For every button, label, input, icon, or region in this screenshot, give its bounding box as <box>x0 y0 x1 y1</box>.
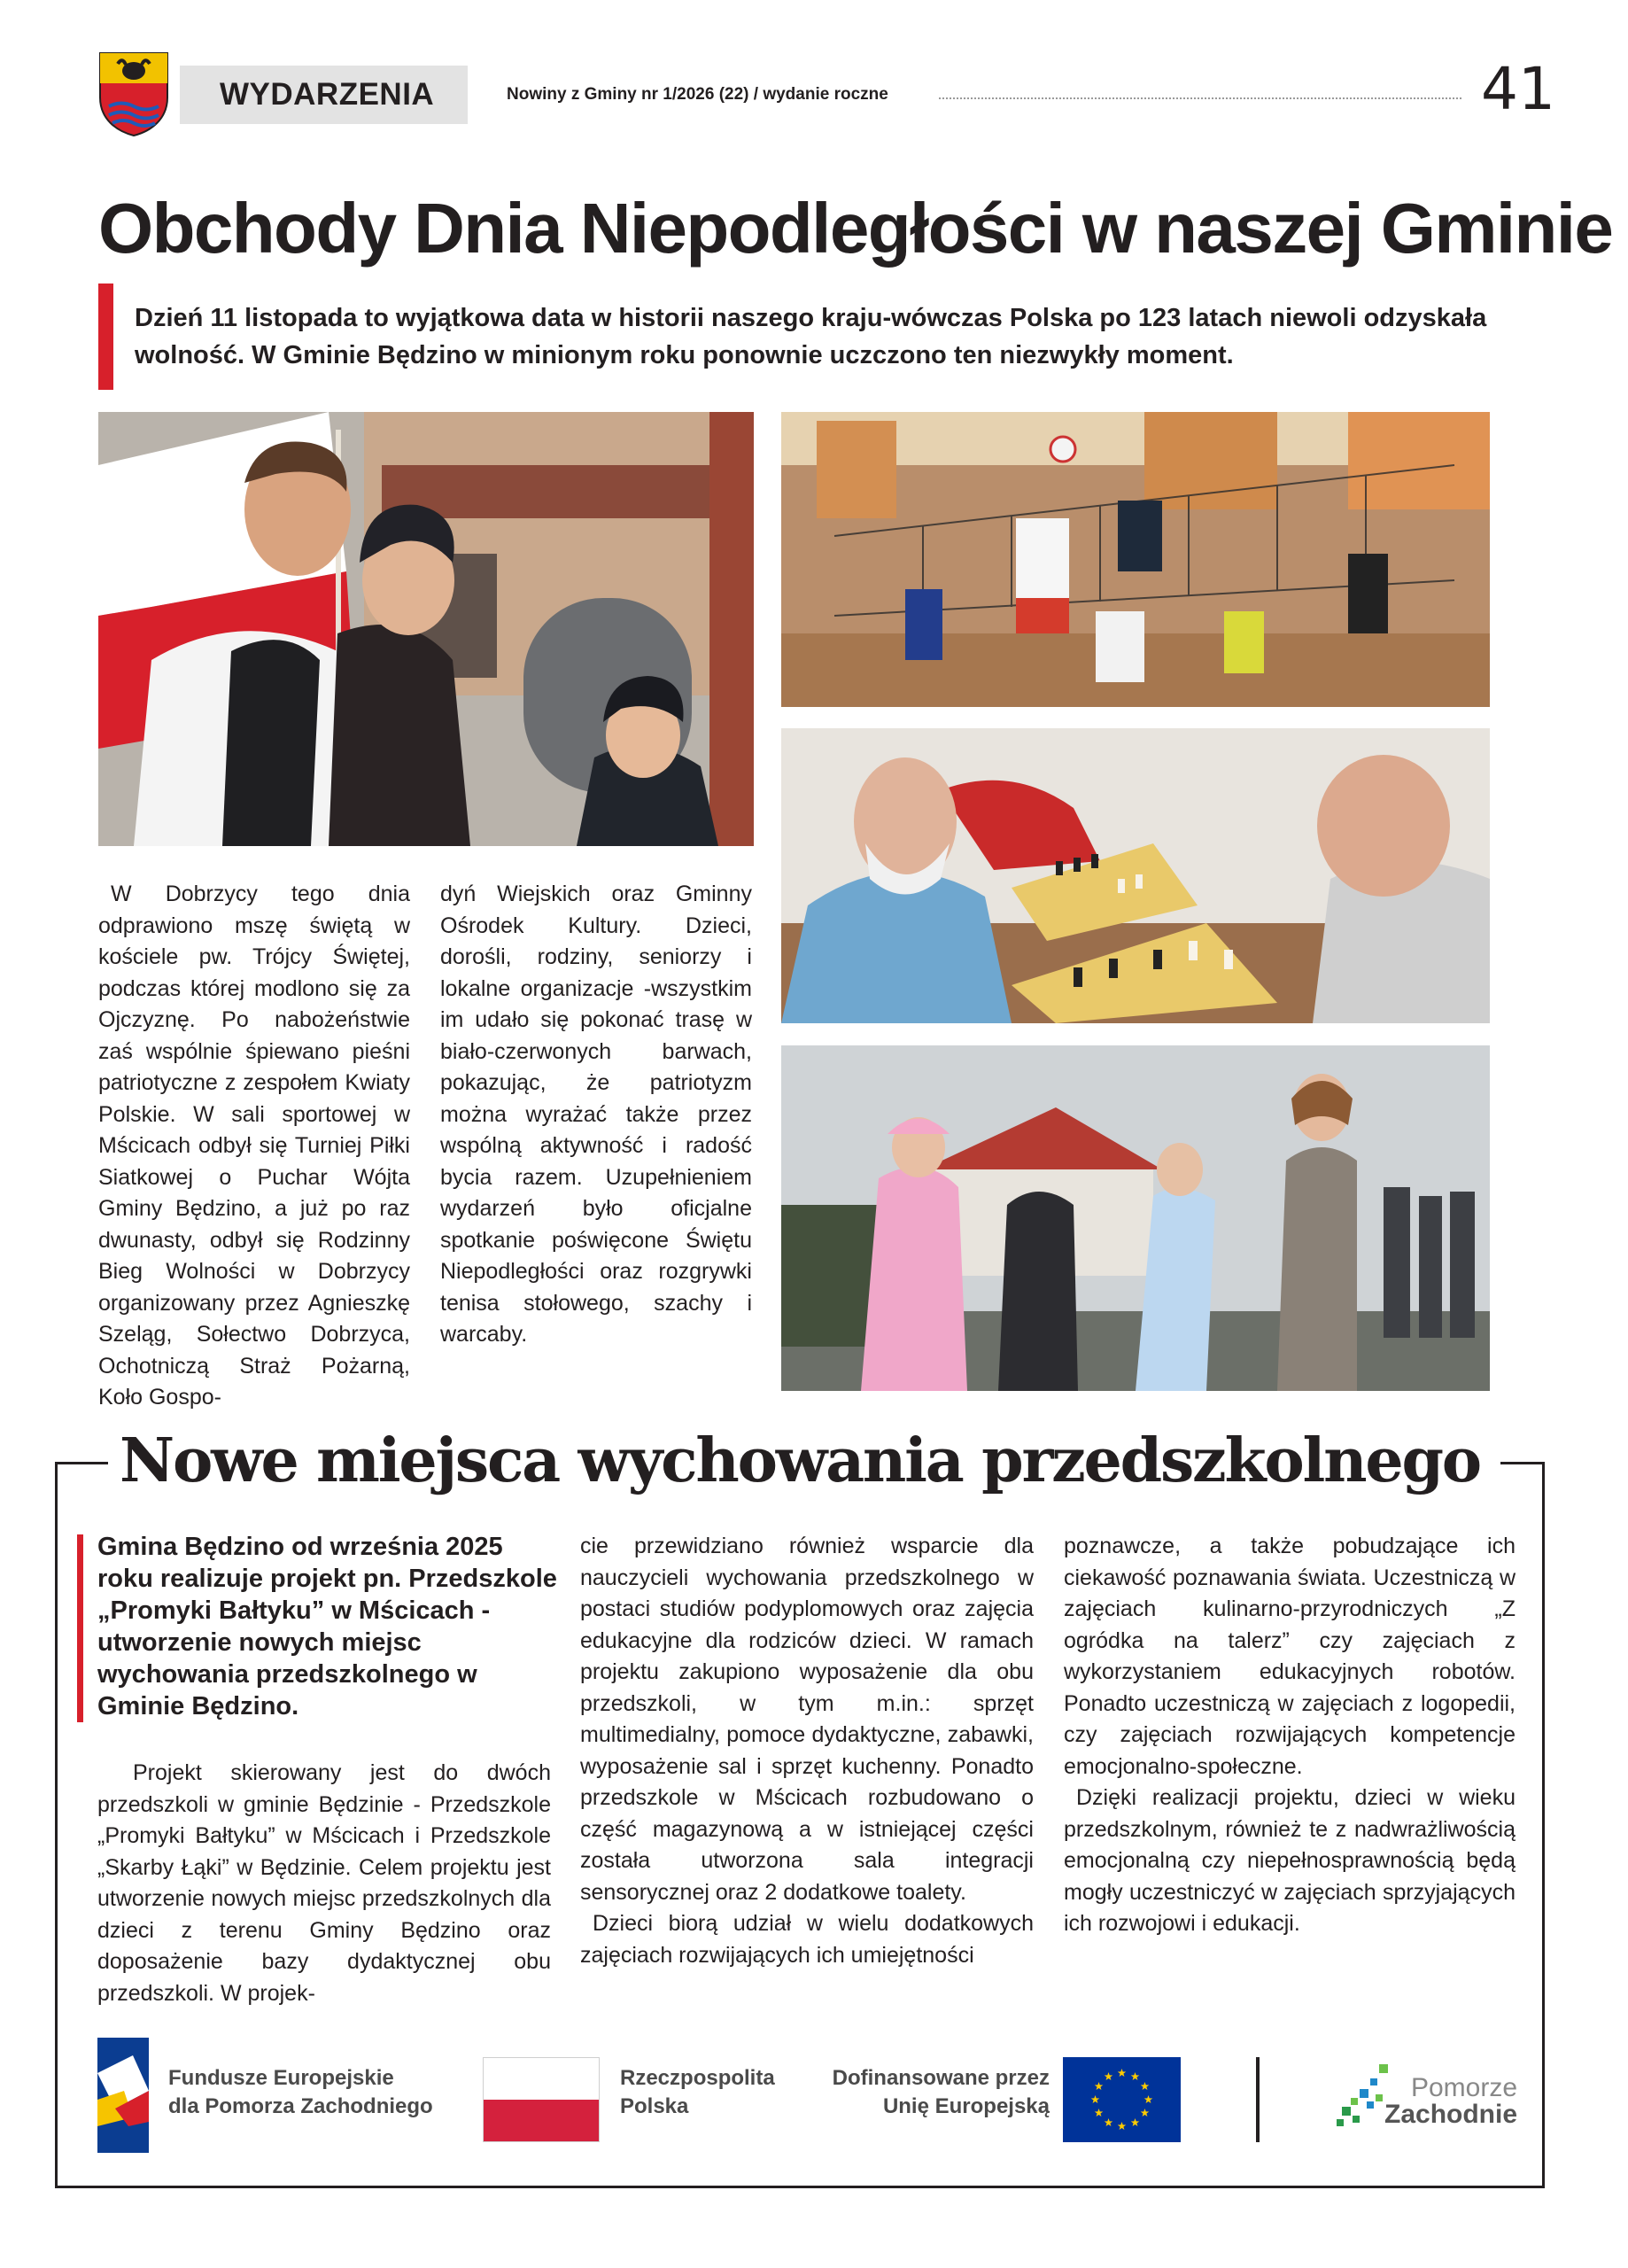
eu-cofinanced-label <box>819 2064 1050 2121</box>
article-2-column-1 <box>97 1758 551 2009</box>
article-1-title: Obchody Dnia Niepodległości w naszej Gminie <box>98 189 1613 268</box>
european-funds-line-1: Fundusze Europejskie <box>168 2066 394 2090</box>
photo-flag-bearers <box>98 412 754 846</box>
pomorze-zachodnie-line-2: Zachodnie <box>1384 2100 1518 2129</box>
republic-of-poland-label <box>620 2064 797 2121</box>
article-1-paragraph: W Dobrzycy tego dnia odprawiono mszę świętą w kościele pw. Trójcy Świętej, podczas której modlono się za Ojczyznę. Po nabożeństwie zaś wspólnie śpiewano pieśni patriotyczne z zespołem Kwiaty Polskie. W sali sportowej w Mścicach odbył się Turniej Piłki Siatkowej o Puchar Wójta Gminy Będzino, a już po raz dwunasty, odbył się Rodzinny Bieg Wolności w Dobrzycy organizowany przez Agnieszkę Szeląg, Sołectwo Dobrzyca, Ochotniczą Straż Pożarną, Koło Gospo- <box>98 882 410 1410</box>
frame-border <box>55 2186 1545 2188</box>
page-number: 41 <box>1481 55 1555 123</box>
issue-info: Nowiny z Gminy nr 1/2026 (22) / wydanie roczne <box>507 85 888 104</box>
frame-border <box>55 1462 58 2188</box>
article-2-column-2 <box>580 1531 1034 1971</box>
photo-chess-match <box>781 728 1490 1023</box>
article-2-paragraph: Dzięki realizacji projektu, dzieci w wieku przedszkolnym, również te z nadwrażliwością emocjonalną czy niepełnosprawnością będą mogły uczestniczyć w zajęciach sprzyjających ich rozwojowi i edukacji. <box>1064 1785 1516 1936</box>
eu-cofinanced-line-1: Dofinansowane przez <box>832 2066 1050 2090</box>
article-1-column-1 <box>98 879 410 1414</box>
article-2-title: Nowe miejsca wychowania przedszkolnego <box>120 1425 1480 1496</box>
article-2-paragraph: Projekt skierowany jest do dwóch przedszkoli w gminie Będzinie - Przedszkole „Promyki Bałtyku” w Mścicach i Przedszkole „Skarby Łąki” w Będzinie. Celem projektu jest utworzenie nowych miejsc przedszkolnych dla dzieci z terenu Gminy Będzino oraz doposażenie bazy dydaktycznej obu przedszkoli. W projek- <box>97 1760 551 2006</box>
article-2-paragraph: Dzieci biorą udział w wielu dodatkowych zajęciach rozwijających ich umiejętności <box>580 1911 1034 1968</box>
photo-volleyball-tournament <box>781 412 1490 707</box>
pomorze-zachodnie-line-1: Pomorze <box>1410 2073 1518 2102</box>
article-1-column-2 <box>440 879 752 1351</box>
eu-cofinanced-line-2: Unię Europejską <box>882 2094 1050 2118</box>
header-dotted-rule <box>939 97 1461 99</box>
article-2-paragraph: poznawcze, a także pobudzające ich ciekawość poznawania świata. Uczestniczą w zajęciach kulinarno-przyrodniczych „Z ogródka na talerz” czy zajęciach z wykorzystaniem edukacyjnych robotów. Ponadto uczestniczą w zajęciach z logopedii, czy zajęciach rozwijających kompetencje emocjonalno-społeczne. <box>1064 1534 1516 1779</box>
republic-of-poland-line-1: Rzeczpospolita <box>620 2066 775 2090</box>
logo-divider <box>1256 2057 1260 2142</box>
lead-accent-bar <box>98 284 113 390</box>
polish-flag-icon <box>483 2057 600 2142</box>
pomorze-zachodnie-label <box>1384 2075 1517 2128</box>
municipality-crest-icon <box>98 51 169 136</box>
european-funds-label <box>168 2064 452 2121</box>
european-funds-line-2: dla Pomorza Zachodniego <box>168 2094 433 2118</box>
lead-accent-bar <box>77 1534 83 1722</box>
article-1-lead: Dzień 11 listopada to wyjątkowa data w historii naszego kraju-wówczas Polska po 123 latach niewoli odzyskała wolność. W Gminie Będzino w minionym roku ponownie uczczono ten niezwykły moment. <box>135 304 1487 369</box>
photo-freedom-run <box>781 1045 1490 1391</box>
republic-of-poland-line-2: Polska <box>620 2094 689 2118</box>
section-label: WYDARZENIA <box>180 66 468 124</box>
eu-flag-icon <box>1063 2057 1181 2142</box>
article-1-paragraph: dyń Wiejskich oraz Gminny Ośrodek Kultury. Dzieci, dorośli, rodziny, seniorzy i lokalne organizacje -wszystkim im udało się pokonać trasę w biało-czerwonych barwach, pokazując, że patriotyzm można wyrażać także przez wspólną aktywność i radość bycia razem. Uzupełnieniem wydarzeń było oficjalne spotkanie poświęcone Świętu Niepodległości oraz rozgrywki tenisa stołowego, szachy i warcaby. <box>440 882 752 1347</box>
article-2-paragraph: cie przewidziano również wsparcie dla nauczycieli wychowania przedszkolnego w postaci studiów podyplomowych oraz zajęcia edukacyjne dla rodziców dzieci. W ramach projektu zakupiono wyposażenie dla obu przedszkoli, w tym m.in.: sprzęt multimedialny, pomoce dydaktyczne, zabawki, wyposażenie sal i sprzęt kuchenny. Ponadto przedszkole w Mścicach rozbudowano o część magazynową a w istniejącej części została utworzona sala integracji sensorycznej oraz 2 dodatkowe toalety. <box>580 1534 1034 1905</box>
european-funds-logo-icon <box>97 2038 149 2153</box>
frame-border <box>1542 1462 1545 2188</box>
article-2-column-3 <box>1064 1531 1516 1940</box>
article-2-lead: Gmina Będzino od września 2025 roku realizuje projekt pn. Przedszkole „Promyki Bałtyku” w Mścicach - utworzenie nowych miejsc wychowania przedszkolnego w Gminie Będzino. <box>97 1533 557 1720</box>
